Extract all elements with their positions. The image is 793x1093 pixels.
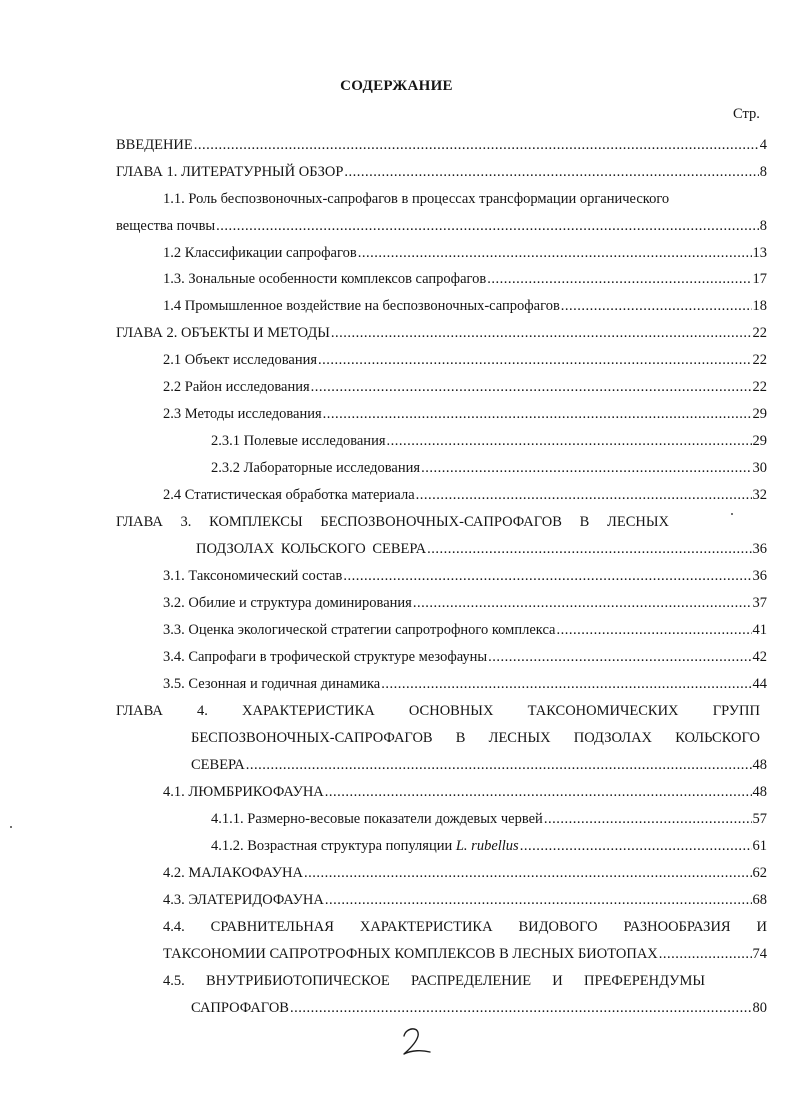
toc-entry-4-5-line1: 4.5. ВНУТРИБИОТОПИЧЕСКОЕ РАСПРЕДЕЛЕНИЕ И ПРЕФЕРЕНДУМЫ — [163, 973, 705, 989]
toc-entry-3-2: 3.2. Обилие и структура доминирования ..... 37 — [163, 594, 767, 612]
toc-entry-chapter-2: ГЛАВА 2. ОБЪЕКТЫ И МЕТОДЫ ..... 22 — [116, 324, 767, 342]
toc-entry-4-5-line2: САПРОФАГОВ ..... 80 — [191, 999, 767, 1017]
toc-entry-1-1-line2: вещества почвы ..... 8 — [116, 217, 767, 235]
paper-speck — [731, 513, 733, 515]
toc-entry-1-4: 1.4 Промышленное воздействие на беспозвоночных-сапрофагов ..... 18 — [163, 297, 767, 315]
toc-entry-4-4-line2: ТАКСОНОМИИ САПРОТРОФНЫХ КОМПЛЕКСОВ В ЛЕСНЫХ БИОТОПАХ ..... 74 — [163, 945, 767, 963]
toc-entry-1-2: 1.2 Классификации сапрофагов ..... 13 — [163, 244, 767, 262]
toc-entry-chapter-3-line1: ГЛАВА 3. КОМПЛЕКСЫ БЕСПОЗВОНОЧНЫХ-САПРОФАГОВ В ЛЕСНЫХ — [116, 514, 669, 530]
toc-entry-chapter-4-line2: БЕСПОЗВОНОЧНЫХ-САПРОФАГОВ В ЛЕСНЫХ ПОДЗОЛАХ КОЛЬСКОГО — [191, 730, 760, 746]
toc-entry-3-4: 3.4. Сапрофаги в трофической структуре мезофауны ..... 42 — [163, 648, 767, 666]
toc-entry-chapter-4-line3: СЕВЕРА ..... 48 — [191, 756, 767, 774]
toc-entry-2-3-1: 2.3.1 Полевые исследования ..... 29 — [211, 432, 767, 450]
toc-entry-4-3: 4.3. ЭЛАТЕРИДОФАУНА ..... 68 — [163, 891, 767, 909]
toc-entry-4-1-1: 4.1.1. Размерно-весовые показатели дождевых червей ..... 57 — [211, 810, 767, 828]
toc-entry-chapter-1: ГЛАВА 1. ЛИТЕРАТУРНЫЙ ОБЗОР ..... 8 — [116, 163, 767, 181]
toc-entry-1-3: 1.3. Зональные особенности комплексов сапрофагов ..... 17 — [163, 270, 767, 288]
toc-entry-2-4: 2.4 Статистическая обработка материала ..... 32 — [163, 486, 767, 504]
toc-entry-2-2: 2.2 Район исследования ..... 22 — [163, 378, 767, 396]
toc-entry-chapter-4-line1: ГЛАВА 4. ХАРАКТЕРИСТИКА ОСНОВНЫХ ТАКСОНОМИЧЕСКИХ ГРУПП — [116, 703, 760, 719]
toc-entry-2-3: 2.3 Методы исследования ..... 29 — [163, 405, 767, 423]
toc-entry-chapter-3-line2: ПОДЗОЛАХ КОЛЬСКОГО СЕВЕРА ..... 36 — [196, 540, 767, 558]
toc-entry-4-1-2: 4.1.2. Возрастная структура популяции L. rubellus ..... 61 — [211, 837, 767, 855]
paper-speck — [10, 826, 12, 828]
toc-entry-introduction: ВВЕДЕНИЕ ..... 4 — [116, 136, 767, 154]
toc-entry-3-5: 3.5. Сезонная и годичная динамика ..... 44 — [163, 675, 767, 693]
page-title: СОДЕРЖАНИЕ — [340, 78, 453, 94]
toc-entry-4-2: 4.2. МАЛАКОФАУНА ..... 62 — [163, 864, 767, 882]
handwritten-page-number — [398, 1024, 434, 1058]
toc-entry-3-1: 3.1. Таксономический состав ..... 36 — [163, 567, 767, 585]
toc-entry-4-1: 4.1. ЛЮМБРИКОФАУНА ..... 48 — [163, 783, 767, 801]
toc-entry-3-3: 3.3. Оценка экологической стратегии сапротрофного комплекса ..... 41 — [163, 621, 767, 639]
toc-entry-1-1-line1: 1.1. Роль беспозвоночных-сапрофагов в процессах трансформации органического — [163, 191, 670, 207]
toc-entry-2-1: 2.1 Объект исследования ..... 22 — [163, 351, 767, 369]
page-column-label: Стр. — [733, 106, 760, 122]
toc-entry-4-4-line1: 4.4. СРАВНИТЕЛЬНАЯ ХАРАКТЕРИСТИКА ВИДОВОГО РАЗНООБРАЗИЯ И — [163, 919, 767, 935]
toc-entry-2-3-2: 2.3.2 Лабораторные исследования ..... 30 — [211, 459, 767, 477]
